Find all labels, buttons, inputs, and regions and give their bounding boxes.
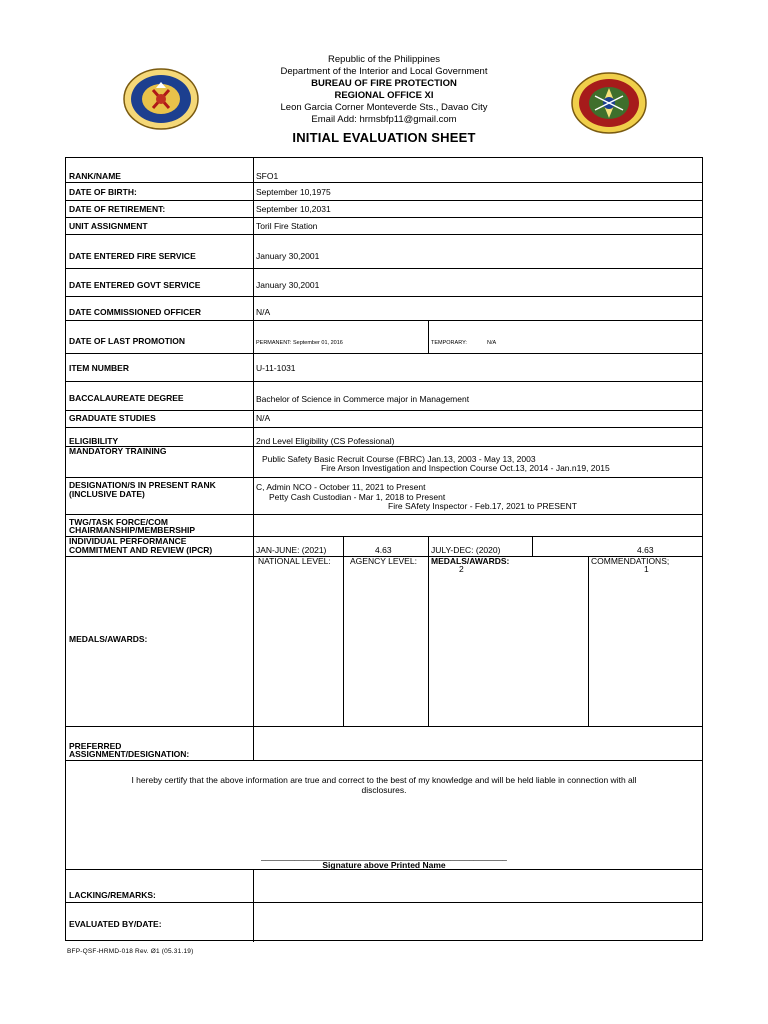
row-divider [66, 320, 702, 321]
row-divider [66, 268, 702, 269]
row-divider [66, 381, 702, 382]
designation-label: DESIGNATION/S IN PRESENT RANK [69, 480, 216, 490]
medals-awards-header: MEDALS/AWARDS: [431, 556, 510, 566]
ipcr-divider [532, 536, 533, 556]
region-xi-seal-logo-right [571, 72, 647, 134]
medals-awards-count: 2 [459, 564, 464, 574]
graduate-studies-value: N/A [256, 413, 271, 423]
ipcr-period-1: JAN-JUNE: (2021) [256, 545, 327, 555]
ipcr-score-1: 4.63 [375, 545, 392, 555]
date-commissioned-officer-value: N/A [256, 307, 271, 317]
certification-text-line-2: disclosures. [361, 785, 407, 795]
header-line-region: REGIONAL OFFICE XI [334, 90, 434, 101]
date-entered-fire-service-label: DATE ENTERED FIRE SERVICE [69, 251, 196, 261]
form-title: INITIAL EVALUATION SHEET [292, 130, 476, 145]
preferred-assignment-label: ASSIGNMENT/DESIGNATION: [69, 749, 190, 759]
twg-label: TWG/TASK FORCE/COM [69, 517, 168, 527]
row-divider [66, 200, 702, 201]
row-divider [66, 726, 702, 727]
eligibility-label: ELIGIBILITY [69, 436, 119, 446]
commendations-header: COMMENDATIONS; [591, 556, 670, 566]
mandatory-training-label: MANDATORY TRAINING [69, 446, 167, 456]
bfp-seal-logo-left [123, 68, 199, 130]
row-divider [66, 760, 702, 761]
promotion-permanent-value: PERMANENT: September 01, 2016 [256, 340, 343, 346]
certification-text-line-1: I hereby certify that the above information are true and correct to the best of my knowledge and will be held liable in connection with all [131, 775, 637, 785]
column-divider [253, 726, 254, 760]
header-line-address: Leon Garcia Corner Monteverde Sts., Davao City [280, 102, 488, 113]
row-divider [66, 234, 702, 235]
promotion-temporary-label: TEMPORARY: [431, 340, 467, 346]
unit-assignment-value: Toril Fire Station [256, 221, 318, 231]
rank-name-label: RANK/NAME [69, 171, 121, 181]
row-divider [66, 427, 702, 428]
eligibility-value: 2nd Level Eligibility (CS Pofessional) [256, 436, 395, 446]
item-number-value: U-11-1031 [256, 363, 296, 373]
evaluated-by-date-label: EVALUATED BY/DATE: [69, 919, 162, 929]
date-entered-fire-service-value: January 30,2001 [256, 251, 320, 261]
twg-chairmanship-label: CHAIRMANSHIP/MEMBERSHIP [69, 525, 196, 535]
lacking-remarks-label: LACKING/REMARKS: [69, 890, 156, 900]
agency-level-label: AGENCY LEVEL: [350, 556, 417, 566]
commendations-count: 1 [644, 564, 649, 574]
promotion-temporary-value: N/A [487, 340, 497, 346]
header-line-bureau: BUREAU OF FIRE PROTECTION [311, 78, 457, 89]
row-divider [66, 217, 702, 218]
mandatory-training-value-2: Fire Arson Investigation and Inspection Course Oct.13, 2014 - Jan.n19, 2015 [321, 463, 610, 473]
ipcr-label: INDIVIDUAL PERFORMANCE [69, 536, 187, 546]
column-divider [253, 869, 254, 942]
form-code: BFP-QSF-HRMD-018 Rev. Ø1 (05.31.19) [67, 948, 194, 955]
mandatory-training-value-1: Public Safety Basic Recruit Course (FBRC) Jan.13, 2003 - May 13, 2003 [262, 454, 536, 464]
letterhead [0, 54, 768, 126]
designation-value-2: Petty Cash Custodian - Mar 1, 2018 to Present [269, 492, 446, 502]
ipcr-score-2: 4.63 [637, 545, 654, 555]
promotion-divider [428, 320, 429, 353]
ipcr-period-2: JULY-DEC: (2020) [431, 545, 501, 555]
ipcr-commitment-label: COMMITMENT AND REVIEW (IPCR) [69, 545, 213, 555]
row-divider [66, 182, 702, 183]
ipcr-divider [428, 536, 429, 726]
row-divider [66, 514, 702, 515]
designation-inclusive-date-label: (INCLUSIVE DATE) [69, 489, 145, 499]
header-line-email: Email Add: hrmsbfp11@gmail.com [311, 114, 457, 125]
graduate-studies-label: GRADUATE STUDIES [69, 413, 156, 423]
rank-name-value: SFO1 [256, 171, 279, 181]
row-divider [66, 477, 702, 478]
date-of-retirement-value: September 10,2031 [256, 204, 331, 214]
national-level-label: NATIONAL LEVEL: [258, 556, 331, 566]
row-divider [66, 353, 702, 354]
row-divider [66, 902, 702, 903]
medals-awards-label: MEDALS/AWARDS: [69, 634, 148, 644]
row-divider [66, 410, 702, 411]
date-entered-govt-service-value: January 30,2001 [256, 280, 320, 290]
baccalaureate-degree-value: Bachelor of Science in Commerce major in Management [256, 394, 470, 404]
signature-caption: Signature above Printed Name [322, 860, 446, 870]
designation-value-1: C, Admin NCO - October 11, 2021 to Present [256, 482, 426, 492]
unit-assignment-label: UNIT ASSIGNMENT [69, 221, 148, 231]
preferred-label: PREFERRED [69, 741, 122, 751]
header-line-republic: Republic of the Philippines [328, 54, 440, 65]
item-number-label: ITEM NUMBER [69, 363, 129, 373]
row-divider [66, 296, 702, 297]
date-of-birth-label: DATE OF BIRTH: [69, 187, 137, 197]
baccalaureate-degree-label: BACCALAUREATE DEGREE [69, 393, 184, 403]
header-line-department: Department of the Interior and Local Government [280, 66, 488, 77]
date-commissioned-officer-label: DATE COMMISSIONED OFFICER [69, 307, 202, 317]
ipcr-divider [343, 536, 344, 726]
evaluation-form [65, 157, 703, 941]
date-of-retirement-label: DATE OF RETIREMENT: [69, 204, 166, 214]
signature-line: ____________________________________________________ [261, 851, 507, 861]
date-of-birth-value: September 10,1975 [256, 187, 331, 197]
designation-value-3: Fire SAfety Inspector - Feb.17, 2021 to PRESENT [388, 501, 577, 511]
date-entered-govt-service-label: DATE ENTERED GOVT SERVICE [69, 280, 201, 290]
medals-divider [588, 556, 589, 726]
date-of-last-promotion-label: DATE OF LAST PROMOTION [69, 336, 186, 346]
